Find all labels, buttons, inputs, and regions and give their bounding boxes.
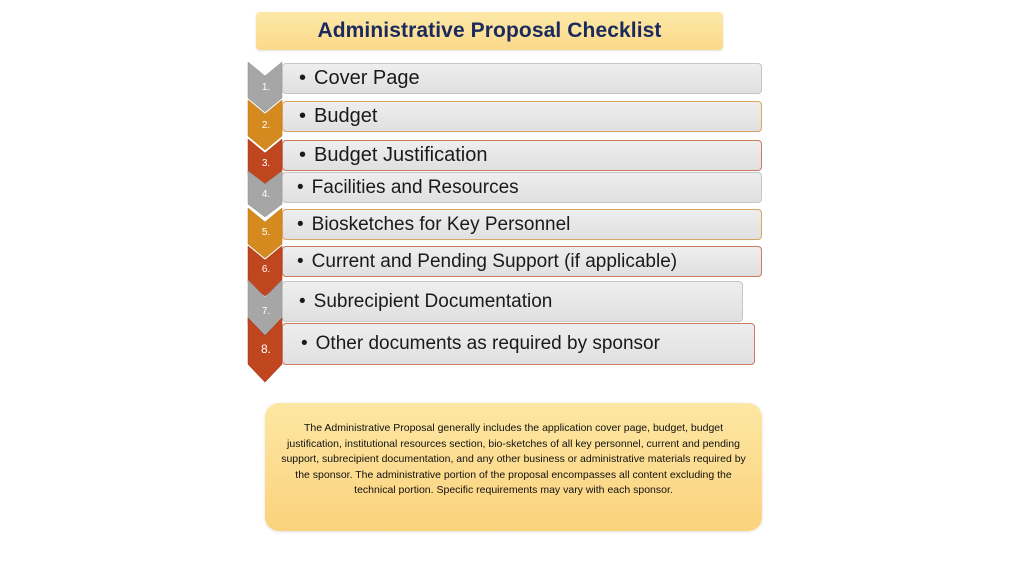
bullet-icon: • (301, 333, 308, 354)
checklist-item-cover-page (282, 63, 762, 94)
checklist-title-banner (256, 12, 723, 50)
item-label-4: Facilities and Resources (311, 176, 519, 198)
checklist-title: Administrative Proposal Checklist (317, 19, 662, 42)
item-number-2: 2. (261, 120, 271, 131)
item-label-6: Current and Pending Support (if applicable) (311, 250, 678, 272)
item-label-1: Cover Page (314, 67, 420, 89)
bullet-icon: • (299, 290, 306, 312)
checklist-item-budget-justification (282, 140, 762, 171)
bullet-icon: • (299, 67, 307, 89)
checklist-item-biosketches (282, 209, 762, 240)
checklist-item-other-documents (282, 323, 755, 365)
checklist-item-current-pending-support (282, 246, 762, 277)
item-number-6: 6. (261, 264, 271, 275)
checklist-item-subrecipient (282, 281, 743, 322)
item-label-5: Biosketches for Key Personnel (311, 213, 571, 235)
item-number-1: 1. (261, 82, 271, 93)
bullet-icon: • (299, 105, 307, 127)
item-label-7: Subrecipient Documentation (313, 290, 553, 312)
checklist-item-budget (282, 101, 762, 132)
item-number-3: 3. (261, 158, 271, 169)
item-label-3: Budget Justification (314, 144, 488, 166)
item-number-5: 5. (261, 227, 271, 238)
bullet-icon: • (297, 213, 304, 235)
checklist-item-facilities (282, 172, 762, 203)
bullet-icon: • (297, 176, 304, 198)
item-number-7: 7. (261, 306, 271, 317)
bullet-icon: • (297, 250, 304, 272)
item-number-8: 8. (260, 342, 271, 356)
item-number-4: 4. (261, 189, 271, 200)
item-label-2: Budget (314, 105, 378, 127)
summary-box (265, 403, 762, 531)
bullet-icon: • (299, 144, 307, 166)
item-label-8: Other documents as required by sponsor (315, 333, 660, 354)
summary-text: The Administrative Proposal generally includes the application cover page, budget, budget justification, institutional resources section, bio-sketches of all key personnel, current and pending support, subrecipient documentation, and any other business or administrative materials required by the sponsor. The administrative portion of the proposal encompasses all content excluding the technical portion. Specific requirements may vary with each sponsor. (281, 422, 746, 496)
